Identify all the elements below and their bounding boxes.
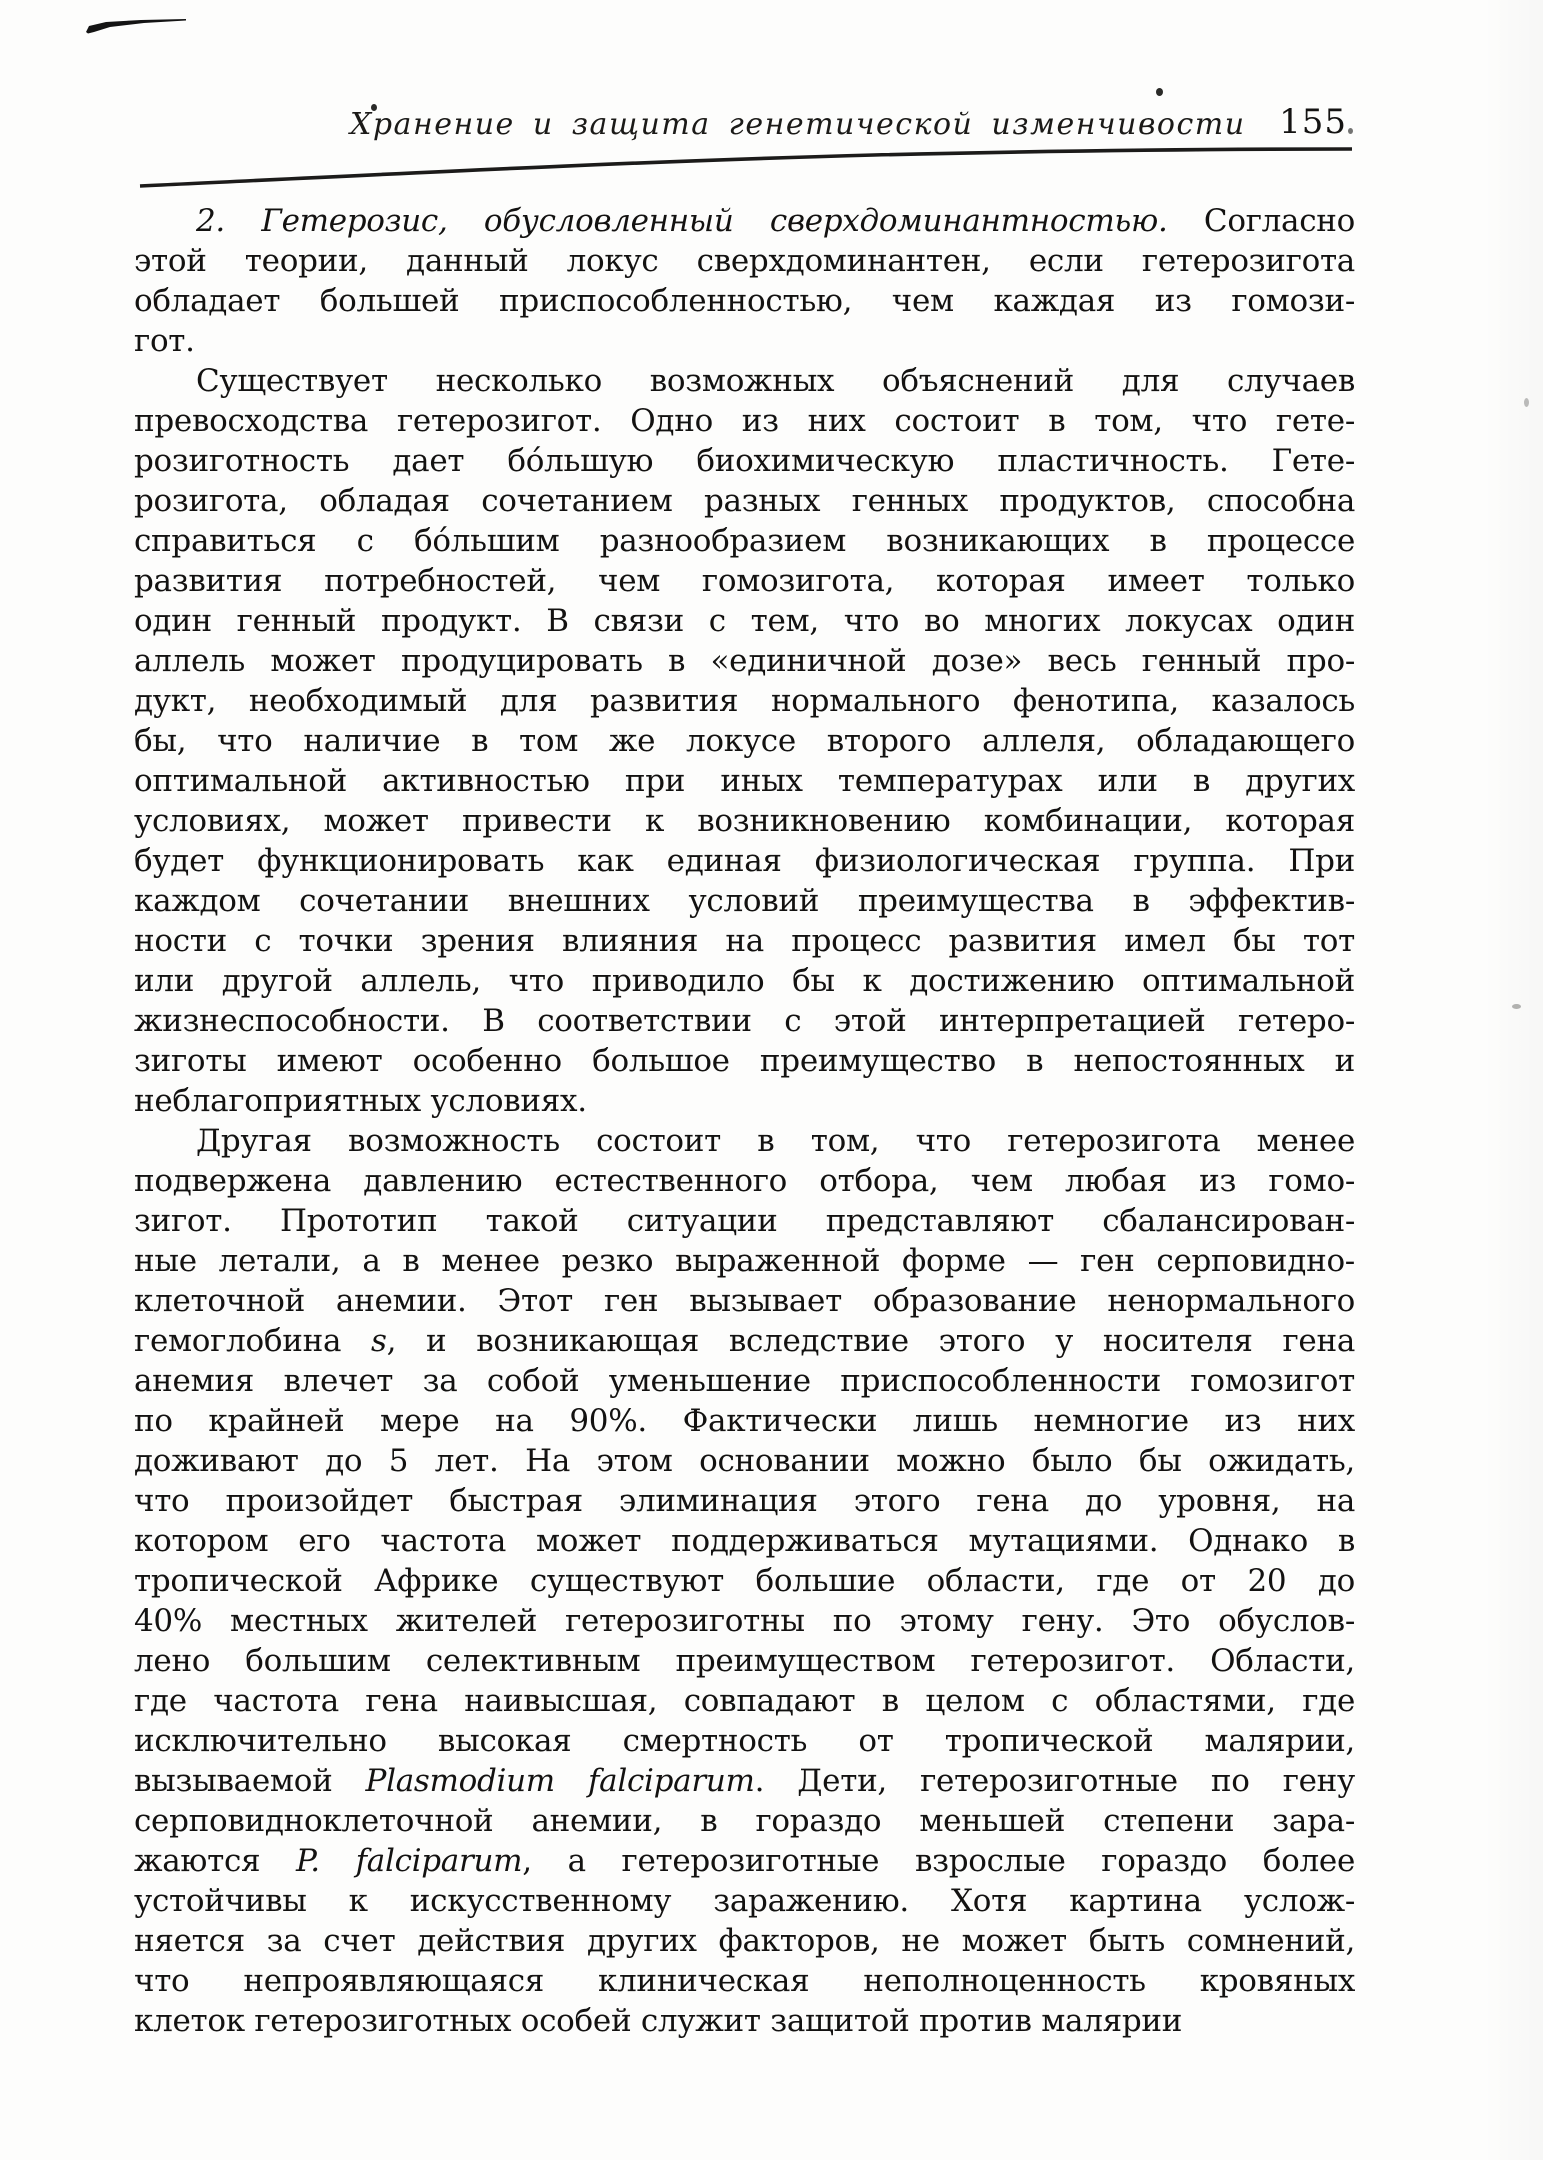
paragraph <box>134 1121 1355 2041</box>
text-run: , а гетерозиготные взрослые гораздо более <box>522 1843 1356 1879</box>
text-line <box>134 681 1355 721</box>
text-run: аллель может продуцировать в «единичной дозе» весь генный про- <box>134 643 1355 679</box>
text-line <box>134 1081 1355 1121</box>
header-rule <box>134 140 1359 195</box>
text-run: , и возникающая вследствие этого у носителя гена <box>386 1323 1355 1359</box>
text-run: клеток гетерозиготных особей служит защитой против малярии <box>134 2003 1183 2039</box>
text-run: устойчивы к искусственному заражению. Хотя картина услож- <box>134 1883 1355 1919</box>
text-line <box>134 2001 1355 2041</box>
text-line <box>134 521 1355 561</box>
text-run: или другой аллель, что приводило бы к достижению оптимальной <box>134 963 1355 999</box>
italic-run: Plasmodium falciparum <box>365 1763 755 1799</box>
text-line <box>134 1041 1355 1081</box>
text-line <box>134 1801 1355 1841</box>
text-line <box>134 1281 1355 1321</box>
text-line <box>134 1961 1355 2001</box>
text-run: 40% местных жителей гетерозиготны по этому гену. Это обуслов- <box>134 1603 1355 1639</box>
text-run: по крайней мере на 90%. Фактически лишь немногие из них <box>134 1403 1355 1439</box>
text-run: доживают до 5 лет. На этом основании можно было бы ожидать, <box>134 1443 1355 1479</box>
text-line <box>134 441 1355 481</box>
text-block <box>134 201 1355 2041</box>
text-run: няется за счет действия других факторов, не может быть сомнений, <box>134 1923 1355 1959</box>
page-header <box>134 0 1355 200</box>
text-line <box>134 721 1355 761</box>
running-title: Хранение и защита генетической изменчивости <box>350 107 1246 142</box>
text-line <box>134 1161 1355 1201</box>
text-run: гот. <box>134 323 195 359</box>
text-line <box>134 841 1355 881</box>
text-line <box>134 561 1355 601</box>
text-run: лено большим селективным преимуществом гетерозигот. Области, <box>134 1643 1355 1679</box>
text-line <box>134 641 1355 681</box>
text-line <box>134 801 1355 841</box>
text-run: этой теории, данный локус сверхдоминантен, если гетерозигота <box>134 243 1355 279</box>
text-run: ности с точки зрения влияния на процесс развития имел бы тот <box>134 923 1355 959</box>
text-line <box>134 1121 1355 1161</box>
text-run: розиготность дает бо́льшую биохимическую пластичность. Гете- <box>134 443 1355 479</box>
text-line <box>134 1361 1355 1401</box>
text-line <box>134 1681 1355 1721</box>
text-run: серповидноклеточной анемии, в гораздо меньшей степени зара- <box>134 1803 1355 1839</box>
text-run: условиях, может привести к возникновению комбинации, которая <box>134 803 1355 839</box>
text-line <box>134 601 1355 641</box>
text-run: дукт, необходимый для развития нормального фенотипа, казалось <box>134 683 1355 719</box>
page-number: 155 <box>1279 102 1347 142</box>
text-run: Существует несколько возможных объяснений для случаев <box>196 363 1355 399</box>
paragraph <box>134 361 1355 1121</box>
text-run: что произойдет быстрая элиминация этого гена до уровня, на <box>134 1483 1355 1519</box>
text-run: зигот. Прототип такой ситуации представляют сбалансирован- <box>134 1203 1355 1239</box>
text-line <box>134 921 1355 961</box>
text-line <box>134 1761 1355 1801</box>
text-line <box>134 1201 1355 1241</box>
text-run: жаются <box>134 1843 297 1879</box>
text-line <box>134 1321 1355 1361</box>
text-line <box>134 1521 1355 1561</box>
text-run: вызываемой <box>134 1763 366 1799</box>
scan-edge-shading <box>1483 0 1543 2160</box>
text-line <box>134 1561 1355 1601</box>
text-line <box>134 201 1355 241</box>
text-line <box>134 241 1355 281</box>
italic-run: P. falciparum <box>296 1843 523 1879</box>
text-run: справиться с бо́льшим разнообразием возникающих в процессе <box>134 523 1355 559</box>
text-line <box>134 1601 1355 1641</box>
text-run: превосходства гетерозигот. Одно из них состоит в том, что гете- <box>134 403 1355 439</box>
text-line <box>134 1841 1355 1881</box>
text-line <box>134 1401 1355 1441</box>
text-run: тропической Африке существуют большие области, где от 20 до <box>134 1563 1355 1599</box>
text-line <box>134 1881 1355 1921</box>
text-run: бы, что наличие в том же локусе второго аллеля, обладающего <box>134 723 1355 759</box>
italic-run: s <box>371 1323 387 1359</box>
text-run: где частота гена наивысшая, совпадают в целом с областями, где <box>134 1683 1355 1719</box>
text-run: . Дети, гетерозиготные по гену <box>754 1763 1355 1799</box>
text-run: что непроявляющаяся клиническая неполноценность кровяных <box>134 1963 1355 1999</box>
text-run: исключительно высокая смертность от тропической малярии, <box>134 1723 1355 1759</box>
text-run: жизнеспособности. В соответствии с этой интерпретацией гетеро- <box>134 1003 1355 1039</box>
text-line <box>134 1481 1355 1521</box>
text-line <box>134 401 1355 441</box>
text-run: один генный продукт. В связи с тем, что во многих локусах один <box>134 603 1355 639</box>
text-run: неблагоприятных условиях. <box>134 1083 587 1119</box>
text-line <box>134 1241 1355 1281</box>
italic-run: 2. Гетерозис, обусловленный сверхдоминантностью. <box>196 203 1168 239</box>
text-run: клеточной анемии. Этот ген вызывает образование ненормального <box>134 1283 1355 1319</box>
text-line <box>134 1641 1355 1681</box>
text-line <box>134 961 1355 1001</box>
text-line <box>134 1001 1355 1041</box>
text-run: оптимальной активностью при иных температурах или в других <box>134 763 1355 799</box>
text-line <box>134 881 1355 921</box>
text-run: каждом сочетании внешних условий преимущества в эффектив- <box>134 883 1355 919</box>
text-line <box>134 1921 1355 1961</box>
text-run: зиготы имеют особенно большое преимущество в непостоянных и <box>134 1043 1355 1079</box>
paragraph <box>134 201 1355 361</box>
text-run: Согласно <box>1167 203 1355 239</box>
text-run: ные летали, а в менее резко выраженной форме — ген серповидно- <box>134 1243 1355 1279</box>
text-run: розигота, обладая сочетанием разных генных продуктов, способна <box>134 483 1355 519</box>
text-run: развития потребностей, чем гомозигота, которая имеет только <box>134 563 1355 599</box>
text-line <box>134 761 1355 801</box>
text-line <box>134 321 1355 361</box>
text-run: котором его частота может поддерживаться мутациями. Однако в <box>134 1523 1355 1559</box>
text-run: обладает большей приспособленностью, чем каждая из гомози- <box>134 283 1355 319</box>
text-run: Другая возможность состоит в том, что гетерозигота менее <box>196 1123 1355 1159</box>
text-run: будет функционировать как единая физиологическая группа. При <box>134 843 1355 879</box>
text-run: анемия влечет за собой уменьшение приспособленности гомозигот <box>134 1363 1355 1399</box>
text-line <box>134 361 1355 401</box>
text-line <box>134 481 1355 521</box>
text-line <box>134 281 1355 321</box>
text-run: подвержена давлению естественного отбора, чем любая из гомо- <box>134 1163 1355 1199</box>
text-run: гемоглобина <box>134 1323 371 1359</box>
text-line <box>134 1441 1355 1481</box>
text-line <box>134 1721 1355 1761</box>
